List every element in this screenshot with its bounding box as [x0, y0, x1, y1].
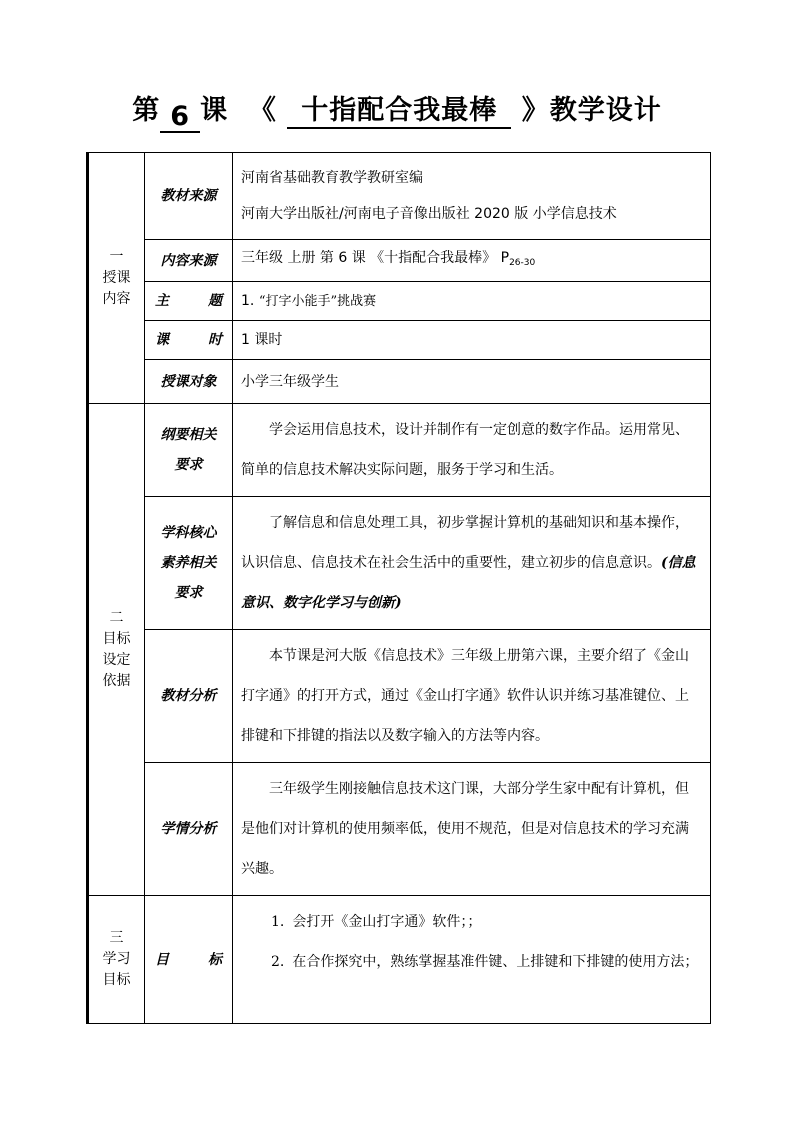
- label-objectives-b: 标: [208, 951, 222, 968]
- label-content-source: 内容来源: [145, 240, 233, 282]
- lesson-plan-table: [86, 152, 711, 1024]
- value-content-source: [233, 240, 711, 282]
- value-topic: [233, 282, 711, 321]
- value-textbook-analysis: [233, 630, 711, 763]
- objective-item: [241, 902, 702, 942]
- label-student-analysis: 学情分析: [145, 763, 233, 896]
- label-standard-line-1: 纲要相关: [160, 427, 217, 443]
- label-textbook-analysis: 教材分析: [145, 630, 233, 763]
- label-core-literacy-line-1: 学科核心: [160, 525, 217, 541]
- label-standard: [145, 404, 233, 497]
- title-suffix: 教学设计: [549, 95, 662, 126]
- section-1-line-2: 授课: [102, 269, 131, 286]
- section-2-line-4: 依据: [102, 672, 131, 689]
- label-hours: [145, 321, 233, 360]
- title-unit: 课: [200, 95, 229, 126]
- label-objectives: [145, 896, 233, 1024]
- label-textbook-source: 教材来源: [145, 153, 233, 240]
- student-analysis-text: 三年级学生刚接触信息技术这门课，大部分学生家中配有计算机，但是他们对计算机的使用频率低，使用不规范，但是对信息技术的学习充满兴趣。: [241, 781, 689, 877]
- title-prefix: 第: [132, 95, 161, 126]
- label-objectives-a: 目: [155, 951, 169, 968]
- label-core-literacy: [145, 497, 233, 630]
- section-3-number: 三: [109, 930, 124, 946]
- objective-2-text: 在合作探究中，熟练掌握基准件键、上排键和下排键的使用方法；: [292, 954, 699, 970]
- section-2-line-3: 设定: [102, 651, 131, 668]
- objective-2-number: 2.: [271, 954, 285, 970]
- label-topic: [145, 282, 233, 321]
- row-student-analysis: [88, 763, 711, 896]
- title-close-quote: 》: [521, 95, 550, 126]
- row-objectives: [88, 896, 711, 1024]
- textbook-analysis-text: 本节课是河大版《信息技术》三年级上册第六课，主要介绍了《金山打字通》的打开方式，通过《金山打字通》软件认识并练习基准键位、上排键和下排键的指法以及数字输入的方法等内容。: [241, 648, 689, 744]
- value-objectives: [233, 896, 711, 1024]
- row-core-literacy: [88, 497, 711, 630]
- row-hours: [88, 321, 711, 360]
- core-literacy-emphasis: (信息意识、数字化学习与创新): [241, 555, 696, 611]
- section-1-heading: [88, 153, 145, 404]
- content-source-text: 三年级 上册 第 6 课 《十指配合我最棒》 P: [241, 250, 510, 266]
- row-textbook-source: [88, 153, 711, 240]
- objective-item: [241, 942, 702, 982]
- topic-text: “打字小能手”挑战赛: [258, 293, 377, 309]
- value-core-literacy: [233, 497, 711, 630]
- document-title: [0, 88, 794, 132]
- section-2-heading: [88, 404, 145, 896]
- content-source-pages: 26-30: [509, 258, 536, 268]
- objective-1-number: 1.: [271, 914, 285, 930]
- value-standard: [233, 404, 711, 497]
- value-audience: 小学三年级学生: [233, 360, 711, 404]
- row-content-source: [88, 240, 711, 282]
- standard-text: 学会运用信息技术，设计并制作有一定创意的数字作品。运用常见、简单的信息技术解决实际问题，服务于学习和生活。: [241, 422, 689, 478]
- row-textbook-analysis: [88, 630, 711, 763]
- label-topic-a: 主: [155, 293, 169, 309]
- section-3-line-3: 目标: [102, 972, 131, 988]
- value-textbook-source: [233, 153, 711, 240]
- label-core-literacy-line-3: 要求: [174, 585, 203, 601]
- label-hours-a: 课: [155, 332, 169, 348]
- section-3-line-2: 学习: [102, 951, 131, 967]
- section-1-number: 一: [109, 248, 124, 265]
- topic-number: 1.: [241, 292, 255, 309]
- label-standard-line-2: 要求: [174, 457, 203, 473]
- row-standard: [88, 404, 711, 497]
- section-2-line-2: 目标: [102, 630, 131, 647]
- lesson-title: 十指配合我最棒: [287, 95, 511, 129]
- value-student-analysis: [233, 763, 711, 896]
- core-literacy-text: 了解信息和信息处理工具，初步掌握计算机的基础知识和基本操作，认识信息、信息技术在社会生活中的重要性，建立初步的信息意识。: [241, 515, 689, 571]
- section-2-number: 二: [109, 609, 124, 626]
- label-hours-b: 时: [208, 332, 222, 348]
- label-topic-b: 题: [208, 293, 222, 309]
- row-audience: [88, 360, 711, 404]
- value-hours: 1 课时: [233, 321, 711, 360]
- textbook-source-line-2: 河南大学出版社/河南电子音像出版社 2020 版 小学信息技术: [241, 206, 617, 222]
- label-core-literacy-line-2: 素养相关: [160, 555, 217, 571]
- objective-1-text: 会打开《金山打字通》软件；；: [292, 914, 482, 930]
- row-topic: [88, 282, 711, 321]
- textbook-source-line-1: 河南省基础教育教学教研室编: [241, 170, 423, 186]
- label-audience: 授课对象: [145, 360, 233, 404]
- section-1-line-3: 内容: [102, 290, 131, 307]
- title-open-quote: 《: [248, 95, 277, 126]
- lesson-number: 6: [160, 103, 200, 133]
- section-3-heading: [88, 896, 145, 1024]
